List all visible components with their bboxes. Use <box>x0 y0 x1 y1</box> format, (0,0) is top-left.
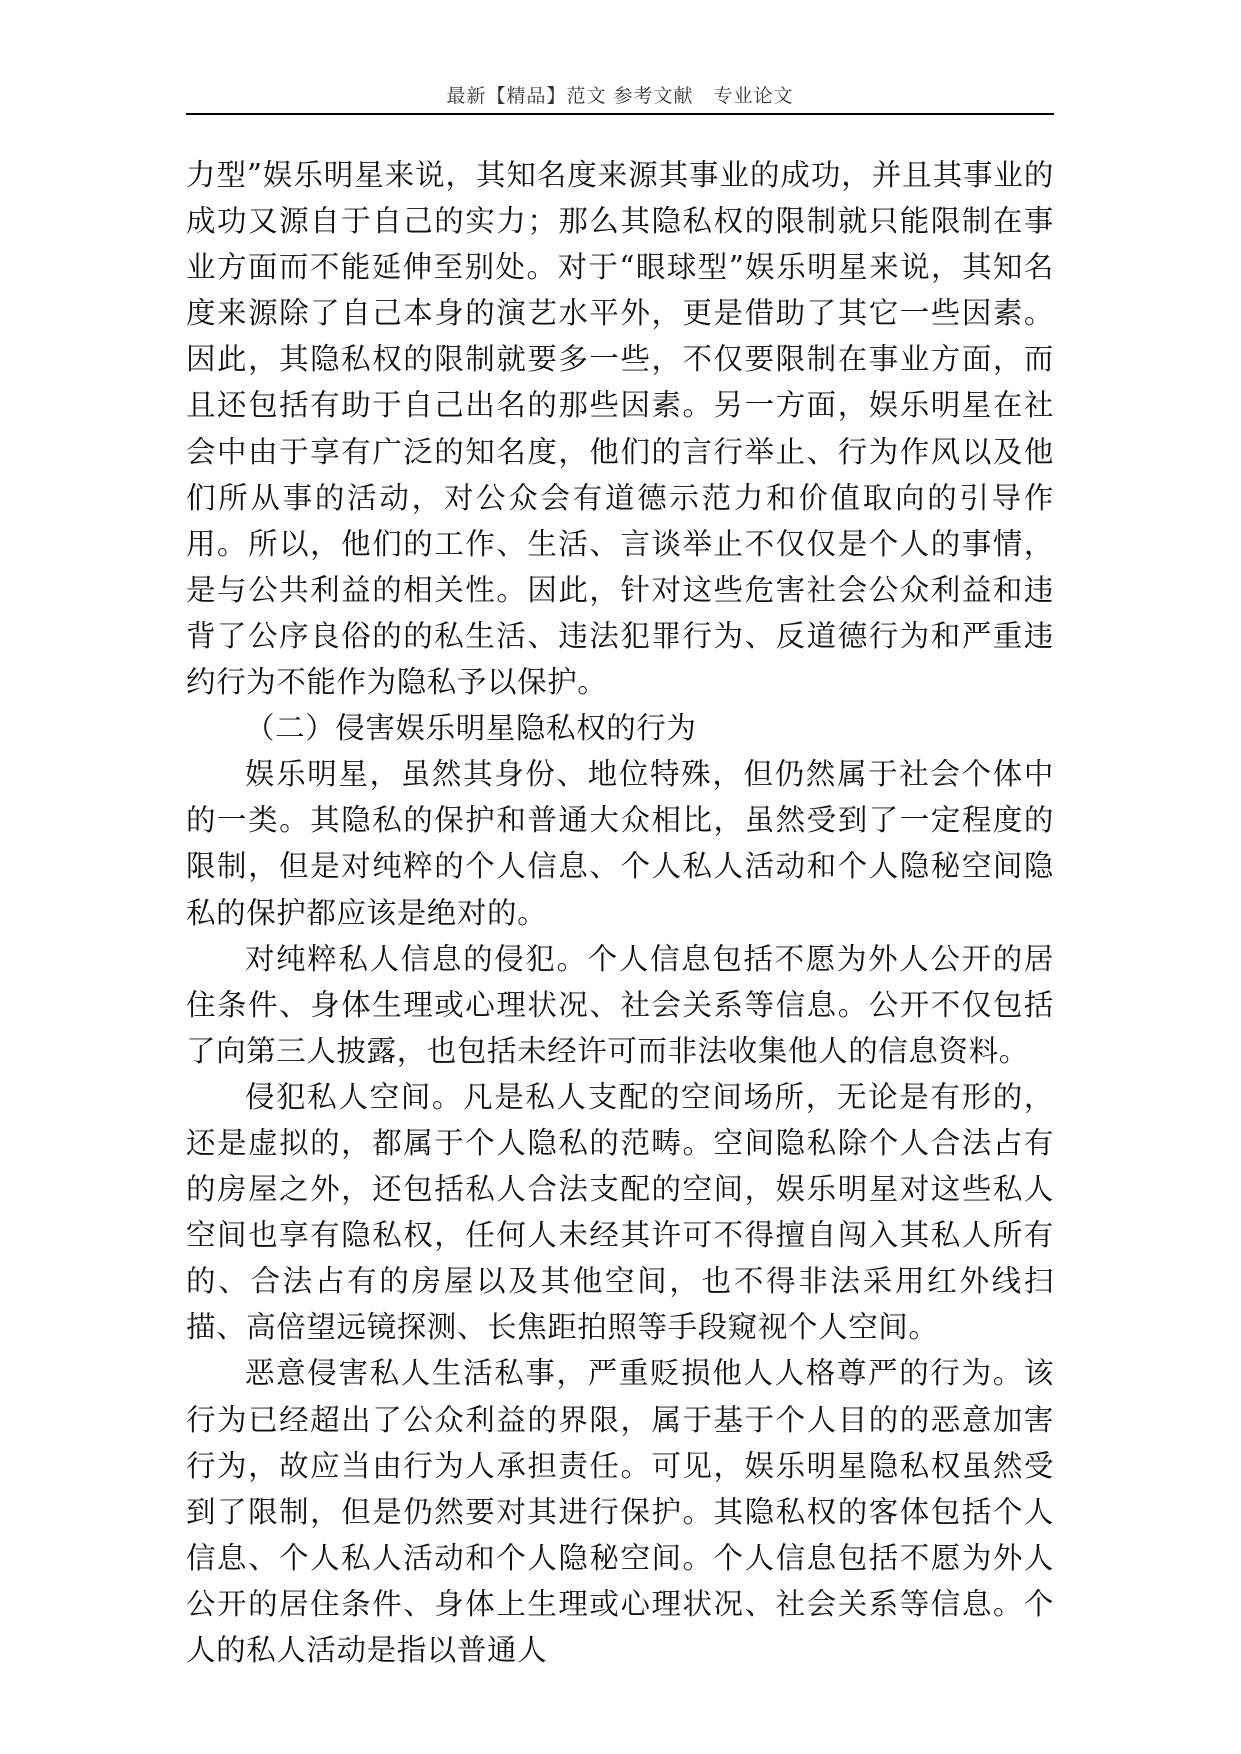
section-subheading: （二）侵害娱乐明星隐私权的行为 <box>245 711 697 746</box>
paragraph: 恶意侵害私人生活私事，严重贬损他人人格尊严的行为。该行为已经超出了公众利益的界限，属于基于个人目的的恶意加害行为，故应当由行为人承担责任。可见，娱乐明星隐私权虽然受到了限制，但是仍然要对其进行保护。其隐私权的客体包括个人信息、个人私人活动和个人隐秘空间。个人信息包括不愿为外人公开的居住条件、身体上生理或心理状况、社会关系等信息。个人的私人活动是指以普通人 <box>186 1356 1054 1667</box>
paragraph: 对纯粹私人信息的侵犯。个人信息包括不愿为外人公开的居住条件、身体生理或心理状况、社会关系等信息。公开不仅包括了向第三人披露，也包括未经许可而非法收集他人的信息资料。 <box>186 941 1054 1068</box>
paragraph: 娱乐明星，虽然其身份、地位特殊，但仍然属于社会个体中的一类。其隐私的保护和普通大众相比，虽然受到了一定程度的限制，但是对纯粹的个人信息、个人私人活动和个人隐秘空间隐私的保护都应该是绝对的。 <box>186 757 1054 930</box>
paragraph: 侵犯私人空间。凡是私人支配的空间场所，无论是有形的，还是虚拟的，都属于个人隐私的范畴。空间隐私除个人合法占有的房屋之外，还包括私人合法支配的空间，娱乐明星对这些私人空间也享有隐私权，任何人未经其许可不得擅自闯入其私人所有的、合法占有的房屋以及其他空间，也不得非法采用红外线扫描、高倍望远镜探测、长焦距拍照等手段窥视个人空间。 <box>186 1079 1054 1345</box>
running-header: 最新【精品】范文 参考文献 专业论文 <box>446 85 794 107</box>
paragraph-continued: 力型”娱乐明星来说，其知名度来源其事业的成功，并且其事业的成功又源自于自己的实力；那么其隐私权的限制就只能限制在事业方面而不能延伸至别处。对于“眼球型”娱乐明星来说，其知名度来源除了自己本身的演艺水平外，更是借助了其它一些因素。因此，其隐私权的限制就要多一些，不仅要限制在事业方面，而且还包括有助于自己出名的那些因素。另一方面，娱乐明星在社会中由于享有广泛的知名度，他们的言行举止、行为作风以及他们所从事的活动，对公众会有道德示范力和价值取向的引导作用。所以，他们的工作、生活、言谈举止不仅仅是个人的事情，是与公共利益的相关性。因此，针对这些危害社会公众利益和违背了公序良俗的的私生活、违法犯罪行为、反道德行为和严重违约行为不能作为隐私予以保护。 <box>186 158 1054 700</box>
header-divider <box>186 113 1054 115</box>
document-body <box>186 152 1054 1673</box>
